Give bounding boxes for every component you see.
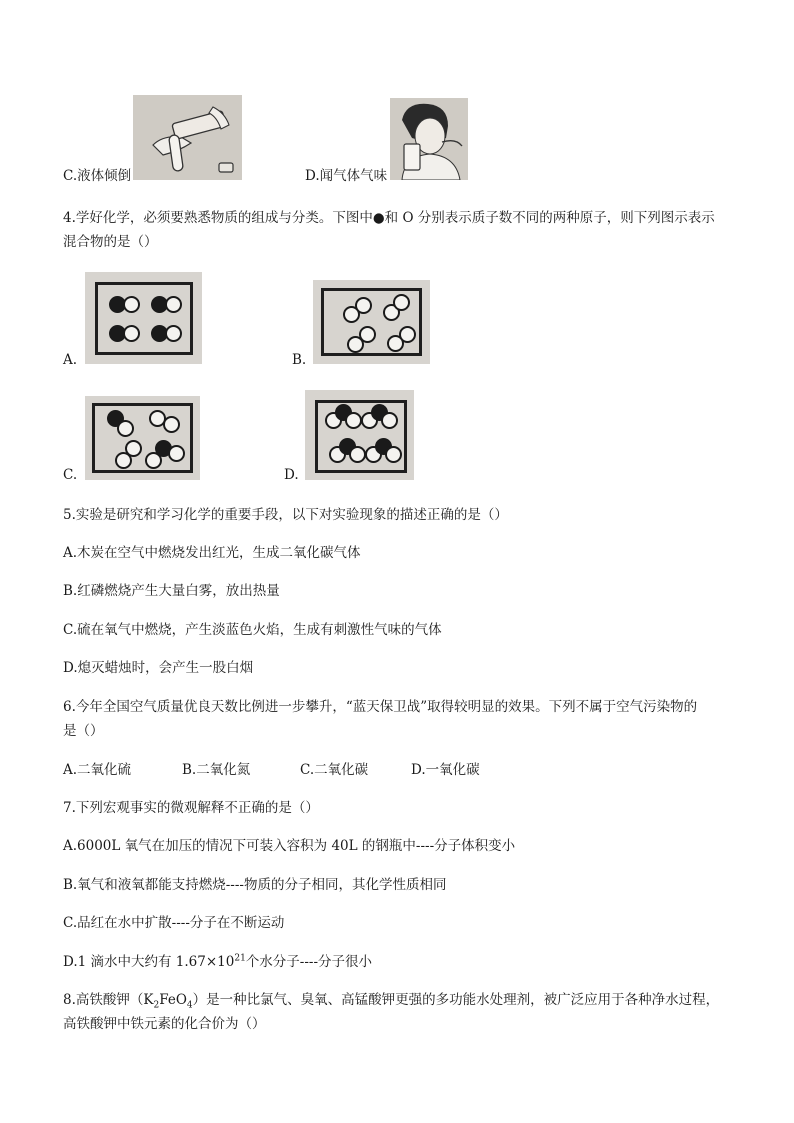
white-atom <box>165 296 182 313</box>
white-atom <box>125 440 142 457</box>
q4-panel-d <box>305 390 414 480</box>
q5-option-c: C.硫在氧气中燃烧，产生淡蓝色火焰，生成有刺激性气味的气体 <box>63 622 442 638</box>
q4-panel-a <box>85 272 202 364</box>
q4-option-c-label: C. <box>63 467 78 483</box>
q5-option-b: B.红磷燃烧产生大量白雾，放出热量 <box>63 583 280 599</box>
q4-option-b-label: B. <box>292 352 307 368</box>
q7-stem: 7.下列宏观事实的微观解释不正确的是（） <box>63 800 319 816</box>
q6-option-c: C.二氧化碳 <box>300 762 369 778</box>
white-atom <box>393 294 410 311</box>
q6-stem-line1: 6.今年全国空气质量优良天数比例进一步攀升，“蓝天保卫战”取得较明显的效果。下列不属于空气污染物的 <box>63 699 698 715</box>
q4-panel-b <box>313 280 430 364</box>
q5-option-a: A.木炭在空气中燃烧发出红光，生成二氧化碳气体 <box>63 545 361 561</box>
q7-option-c: C.品红在水中扩散----分子在不断运动 <box>63 915 285 931</box>
q4-option-a-label: A. <box>63 352 78 368</box>
q8-subscript-o: 4 <box>186 1000 193 1011</box>
white-atom <box>381 412 398 429</box>
white-atom <box>399 326 416 343</box>
q6-option-a: A.二氧化硫 <box>63 762 132 778</box>
q6-option-b: B.二氧化氮 <box>182 762 251 778</box>
q7-option-a: A.6000L 氧气在加压的情况下可装入容积为 40L 的钢瓶中----分子体积变小 <box>63 838 516 854</box>
q8-formula-mid: FeO <box>159 992 187 1008</box>
white-atom <box>168 445 185 462</box>
q7-option-d <box>63 952 372 972</box>
white-atom <box>163 416 180 433</box>
q3-option-c-label: C.液体倾倒 <box>63 168 132 184</box>
white-atom <box>385 446 402 463</box>
q4-option-d-label: D. <box>284 467 299 483</box>
q5-stem: 5.实验是研究和学习化学的重要手段，以下对实验现象的描述正确的是（） <box>63 507 508 523</box>
q4-panel-a-frame <box>95 282 193 355</box>
q8-stem-suffix: ）是一种比氯气、臭氧、高锰酸钾更强的多功能水处理剂，被广泛应用于各种净水过程， <box>192 992 720 1008</box>
white-atom <box>117 420 134 437</box>
q5-option-d: D.熄灭蜡烛时，会产生一股白烟 <box>63 660 254 676</box>
white-atom <box>359 326 376 343</box>
white-atom <box>123 296 140 313</box>
white-atom <box>345 412 362 429</box>
white-atom <box>165 325 182 342</box>
q8-stem-prefix: 8.高铁酸钾（K <box>63 992 154 1008</box>
liquid-pouring-illustration <box>133 95 242 180</box>
q8-stem-line1 <box>63 990 719 1010</box>
q7-option-d-exponent: 21 <box>234 953 246 964</box>
q7-option-d-prefix: D.1 滴水中大约有 1.67×10 <box>63 954 235 970</box>
q4-stem-line2: 混合物的是（） <box>63 234 158 250</box>
q8-stem-line2: 高铁酸钾中铁元素的化合价为（） <box>63 1016 266 1032</box>
q4-stem-line1: 4.学好化学，必须要熟悉物质的组成与分类。下图中●和 O 分别表示质子数不同的两种原子，则下列图示表示 <box>63 210 715 226</box>
smelling-gas-illustration <box>390 98 468 180</box>
q6-stem-line2: 是（） <box>63 723 104 739</box>
smelling-gas-photo <box>390 98 468 180</box>
white-atom <box>349 446 366 463</box>
q4-panel-c <box>85 396 200 480</box>
q8-subscript-k: 2 <box>153 1000 160 1011</box>
white-atom <box>355 297 372 314</box>
q7-option-b: B.氧气和液氧都能支持燃烧----物质的分子相同，其化学性质相同 <box>63 877 447 893</box>
white-atom <box>123 325 140 342</box>
q7-option-d-suffix: 个水分子----分子很小 <box>245 954 373 970</box>
q6-option-d: D.一氧化碳 <box>411 762 480 778</box>
liquid-pouring-photo <box>133 95 242 180</box>
q3-option-d-label: D.闻气体气味 <box>305 168 388 184</box>
